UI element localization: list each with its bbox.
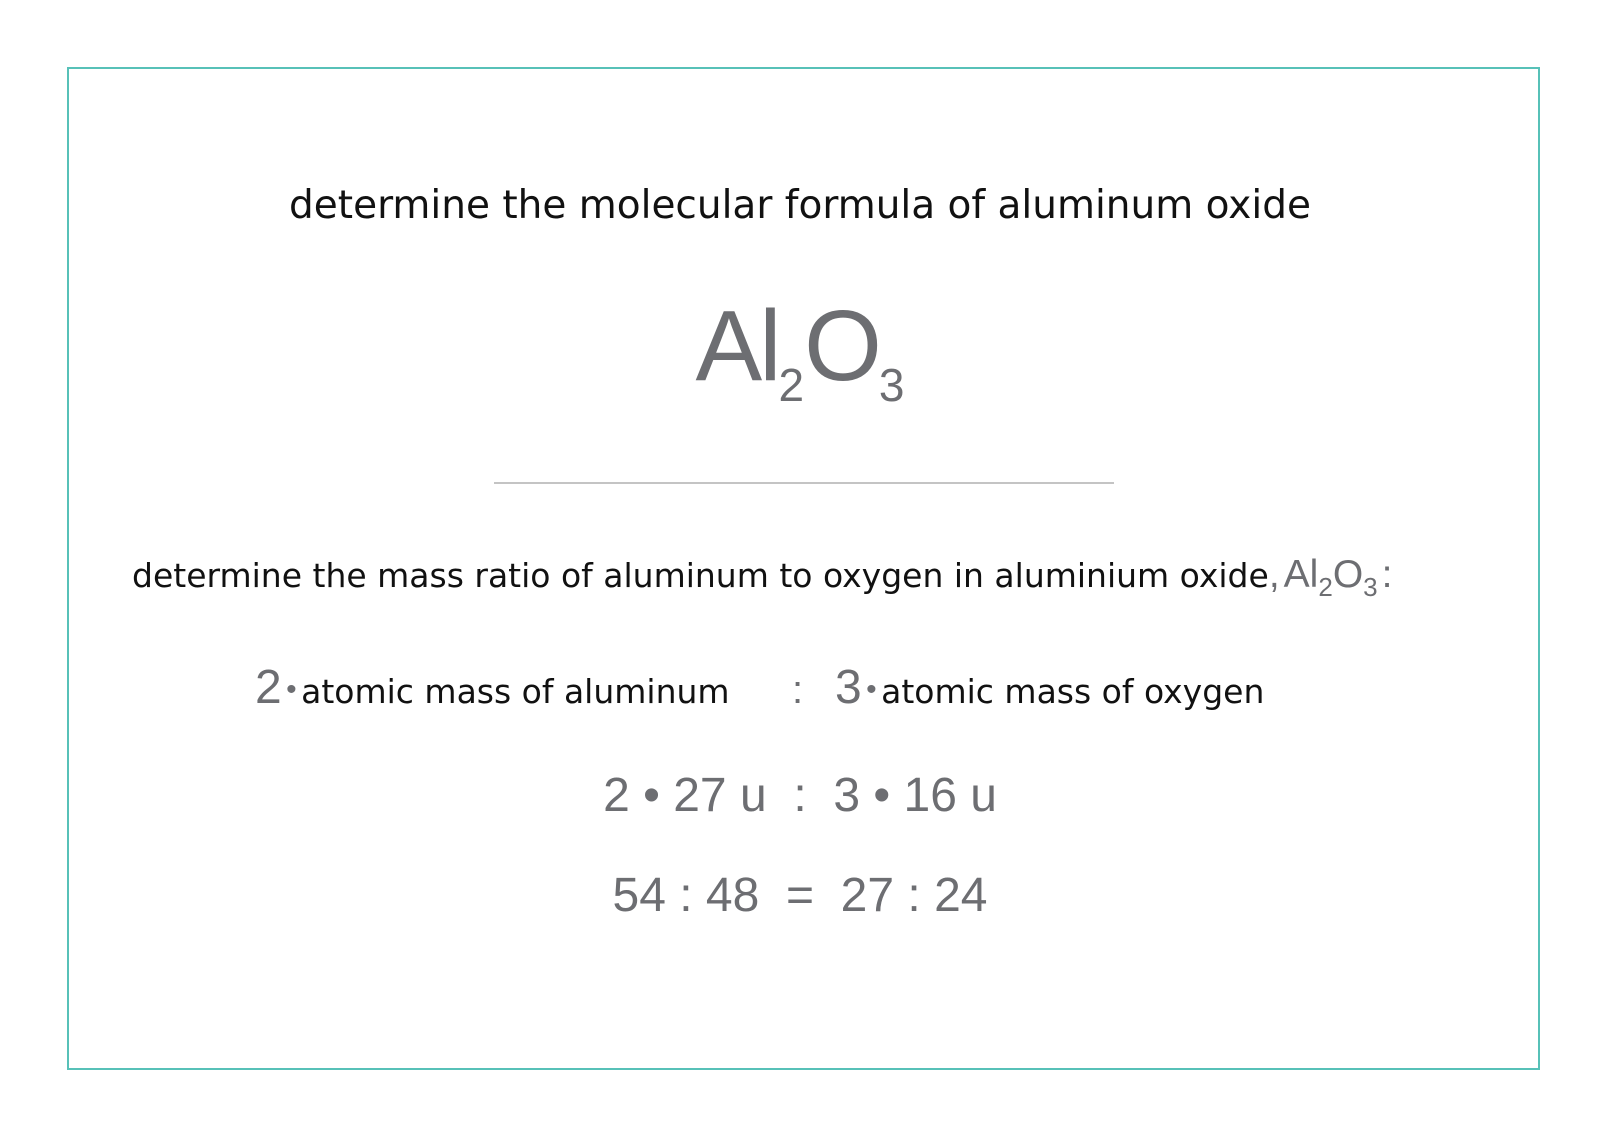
- coefficient-oxygen: 3: [835, 661, 862, 714]
- values-ratio: 2 • 27 u : 3 • 16 u: [603, 769, 997, 822]
- multiply-dot: •: [286, 673, 297, 706]
- label-atomic-mass-aluminum: atomic mass of aluminum: [301, 672, 730, 711]
- words-ratio-left: [255, 660, 730, 715]
- words-ratio-right: [835, 660, 1264, 715]
- formula-element-o: O: [804, 290, 879, 402]
- mass-ratio-colon: :: [1381, 553, 1393, 596]
- multiply-dot: •: [866, 673, 877, 706]
- page-title: determine the molecular formula of aluminum oxide: [289, 183, 1311, 228]
- mass-ratio-comma: ,: [1268, 553, 1280, 596]
- inline-formula-sub-3: 3: [1363, 572, 1378, 603]
- inline-formula-sub-2: 2: [1318, 572, 1333, 603]
- mass-ratio-text: determine the mass ratio of aluminum to oxygen in aluminium oxide: [132, 556, 1269, 595]
- words-ratio-colon: :: [792, 668, 804, 712]
- mass-ratio-prompt: [132, 553, 1393, 603]
- label-atomic-mass-oxygen: atomic mass of oxygen: [881, 672, 1265, 711]
- result-ratio: 54 : 48 = 27 : 24: [612, 869, 988, 922]
- coefficient-aluminum: 2: [255, 661, 282, 714]
- inline-formula-al: Al: [1283, 553, 1319, 596]
- molecular-formula: [0, 290, 1600, 411]
- formula-element-al: Al: [695, 290, 779, 402]
- formula-subscript-3: 3: [878, 358, 905, 411]
- formula-subscript-2: 2: [778, 358, 805, 411]
- inline-formula-o: O: [1332, 553, 1364, 596]
- section-divider: [494, 482, 1114, 484]
